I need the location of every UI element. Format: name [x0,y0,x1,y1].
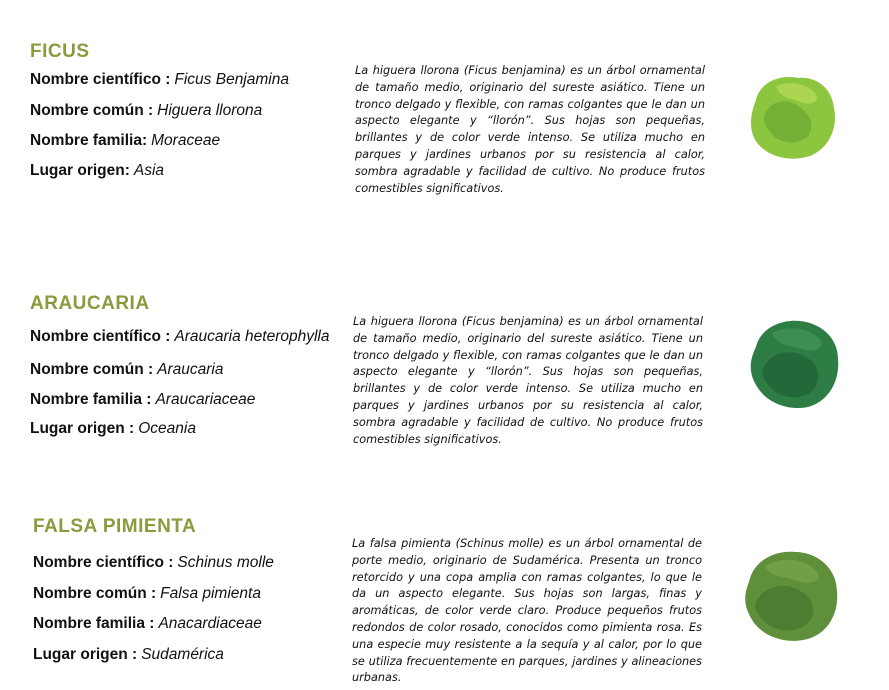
common-name-value: Araucaria [157,361,224,378]
family-name-row [33,615,262,633]
origin-value: Asia [133,162,165,179]
common-name-value: Higuera llorona [157,102,263,119]
plant-description: La higuera llorona (Ficus benjamina) es un árbol ornamental de tamaño medio, originario del sureste asiático. Tiene un tronco delgado y flexible, con ramas colgantes que le dan un aspecto elegante y “llorón”. Sus hojas son pequeñas, brillantes y de color verde intenso. Se utiliza mucho en parques y jardines urbanos por su resistencia al calor, sombra agradable y facilidad de cultivo. No produce frutos comestibles significativos. [353,315,703,446]
scientific-name-value: Schinus molle [177,554,274,571]
family-name-label: Nombre familia : [30,391,152,408]
common-name-row [33,585,261,603]
origin-label: Lugar origen: [30,162,130,179]
common-name-label: Nombre común : [30,361,154,378]
common-name-label: Nombre común : [33,585,157,602]
family-name-value: Moraceae [151,132,221,149]
scientific-name-value: Araucaria heterophylla [174,328,330,345]
family-name-label: Nombre familia: [30,132,148,149]
scientific-name-row [33,554,274,572]
origin-row [33,646,224,664]
origin-value: Sudamérica [141,646,224,663]
family-name-label: Nombre familia : [33,615,155,632]
family-name-value: Araucariaceae [155,391,256,408]
common-name-label: Nombre común : [30,102,154,119]
scientific-name-value: Ficus Benjamina [174,71,289,88]
plant-title: FICUS [30,41,90,62]
plant-description: La higuera llorona (Ficus benjamina) es un árbol ornamental de tamaño medio, originario del sureste asiático. Tiene un tronco delgado y flexible, con ramas colgantes que le dan un aspecto elegante y “llorón”. Sus hojas son pequeñas, brillantes y de color verde intenso. Se utiliza mucho en parques y jardines urbanos por su resistencia al calor, sombra agradable y facilidad de cultivo. No produce frutos comestibles significativos. [355,64,705,195]
scientific-name-label: Nombre científico : [33,554,174,571]
origin-label: Lugar origen : [30,420,135,437]
scientific-name-label: Nombre científico : [30,71,171,88]
foliage-swatch-image [743,548,841,644]
origin-value: Oceania [138,420,196,437]
common-name-value: Falsa pimienta [160,585,261,602]
family-name-value: Anacardiaceae [158,615,262,632]
origin-label: Lugar origen : [33,646,138,663]
plant-description: La falsa pimienta (Schinus molle) es un árbol ornamental de porte medio, originario de Sudamérica. Presenta un tronco retorcido y una copa amplia con ramas colgantes, lo que le da un aspecto elegante. Sus hojas son largas, finas y aromáticas, de color verde claro. Produce pequeños frutos redondos de color rosado, conocidos como pimienta rosa. Es una especie muy resistente a la sequía y al calor, por lo que se utiliza frecuentemente en parques, jardines y alineaciones urbanas. [352,537,702,685]
scientific-name-label: Nombre científico : [30,328,171,345]
plant-title: FALSA PIMIENTA [33,516,197,537]
plant-title: ARAUCARIA [30,293,150,314]
